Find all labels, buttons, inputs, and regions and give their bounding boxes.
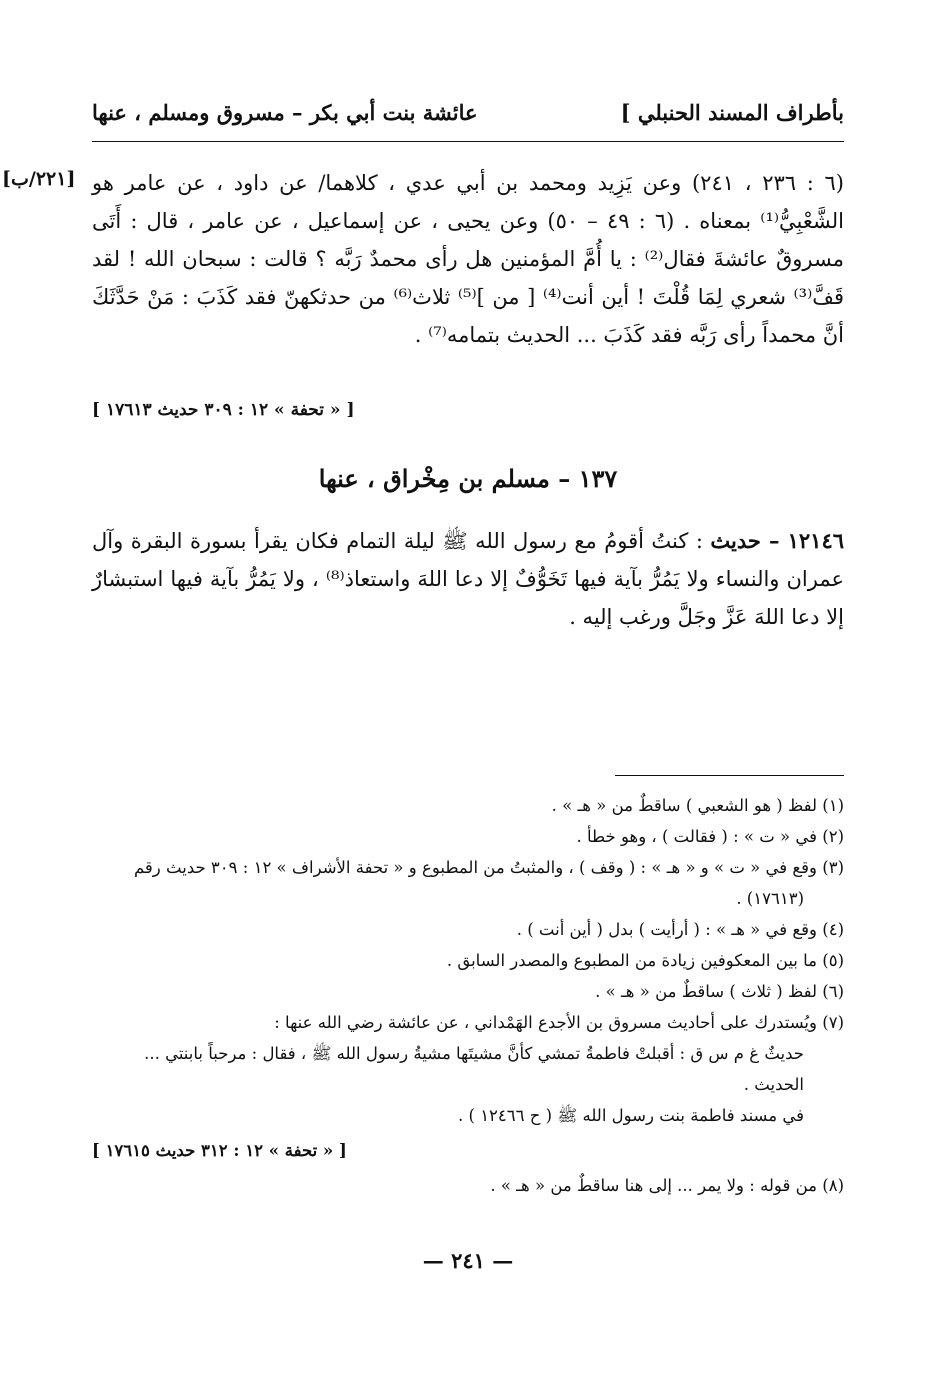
footnote-7-hadith: حديثٌ غ م س ق : أقبلتْ فاطمةُ تمشي كأنَّ مشيتَها مشيةُ رسول الله ﷺ ، فقال : مرحباً بابنتي ... الحديث . (144, 1044, 804, 1094)
footnote-8: (٨) من قوله : ولا يمر ... إلى هنا ساقطٌ من « هـ » . (490, 1176, 844, 1195)
footnote-4: (٤) وقع في « هـ » : ( أرأيت ) بدل ( أين أنت ) . (516, 920, 844, 939)
hadith-number: ١٢١٤٦ (787, 528, 845, 553)
hadith-text: : كنتُ أقومُ مع رسول الله ﷺ ليلة التمام فكان يقرأ بسورة البقرة وآل عمران والنساء ولا يَمُرُّ بآية فيها تَخَوُّفٌ إلا دعا اللهَ واستعاذ⁽⁸⁾ ، ولا يَمُرُّ بآية فيها استبشارٌ إلا دعا اللهَ عَزَّ وجَلَّ ورغب إليه . (92, 529, 844, 629)
hadith-entry (92, 522, 844, 636)
section-title: ١٣٧ – مسلم بن مِخْراق ، عنها (318, 464, 618, 493)
hadith-paragraph (92, 522, 844, 636)
entry-paragraph: (٦ : ٢٣٦ ، ٢٤١) وعن يَزِيد ومحمد بن أبي عدي ، كلاهما/ عن داود ، عن عامر هو الشَّعْبِيُّ⁽¹⁾ بمعناه . (٦ : ٤٩ – ٥٠) وعن يحيى ، عن إسماعيل ، عن عامر ، قال : أَتَى مسروقٌ عائشةَ فقال⁽²⁾ : يا أُمَّ المؤمنين هل رأى محمدٌ رَبَّه ؟ قالت : سبحان الله ! لقد قَفَّ⁽³⁾ شعري لِمَا قُلْتَ ! أين أنت⁽⁴⁾ [ من ]⁽⁵⁾ ثلاث⁽⁶⁾ من حدثكهنّ فقد كَذَبَ : مَنْ حَدَّثَكَ أنَّ محمداً رأى رَبَّه فقد كَذَبَ ... الحديث بتمامه⁽⁷⁾ . (92, 171, 844, 347)
footnote-7-tuhfa-reference (92, 1135, 844, 1166)
page-number: — ٢٤١ — (422, 1248, 514, 1273)
footnote-7: (٧) ويُستدرك على أحاديث مسروق بن الأجدع الهَمْداني ، عن عائشة رضي الله عنها : (274, 1013, 844, 1032)
tuhfa-reference-text: [ « تحفة » ١٢ : ٣٠٩ حديث ١٧٦١٣ ] (92, 400, 355, 420)
footnote-6: (٦) لفظ ( ثلاث ) ساقطٌ من « هـ » . (595, 982, 844, 1001)
header-section-title: عائشة بنت أبي بكر – مسروق ومسلم ، عنها (92, 100, 478, 125)
running-header (92, 100, 844, 134)
footnote-7-tuhfa-text: [ « تحفة » ١٢ : ٣١٢ حديث ١٧٦١٥ ] (92, 1141, 347, 1160)
footnote-3: (٣) وقع في « ت » و « هـ » : ( وقف ) ، والمثبتُ من المطبوع و « تحفة الأشراف » ١٢ : ٣٠٩ حديث رقم (١٧٦١٣) . (133, 858, 844, 908)
margin-manuscript-ref: [٢٢١/ب] (2, 168, 76, 190)
hadith-label: حديث (710, 528, 761, 553)
footnote-5: (٥) ما بين المعكوفين زيادة من المطبوع والمصدر السابق . (446, 951, 844, 970)
footnote-2: (٢) في « ت » : ( فقالت ) ، وهو خطأ . (576, 827, 844, 846)
footnotes (92, 790, 844, 1201)
footnote-rule (615, 775, 844, 776)
entry-text (92, 164, 844, 354)
tuhfa-reference (92, 400, 844, 420)
footnote-7-location: في مسند فاطمة بنت رسول الله ﷺ ( ح ١٢٤٦٦ ) . (458, 1106, 804, 1125)
header-book-title: بأطراف المسند الحنبلي ] (620, 100, 844, 125)
footnote-1: (١) لفظ ( هو الشعبي ) ساقطٌ من « هـ » . (551, 796, 844, 815)
header-rule (92, 141, 844, 142)
hadith-dash: – (760, 528, 788, 553)
